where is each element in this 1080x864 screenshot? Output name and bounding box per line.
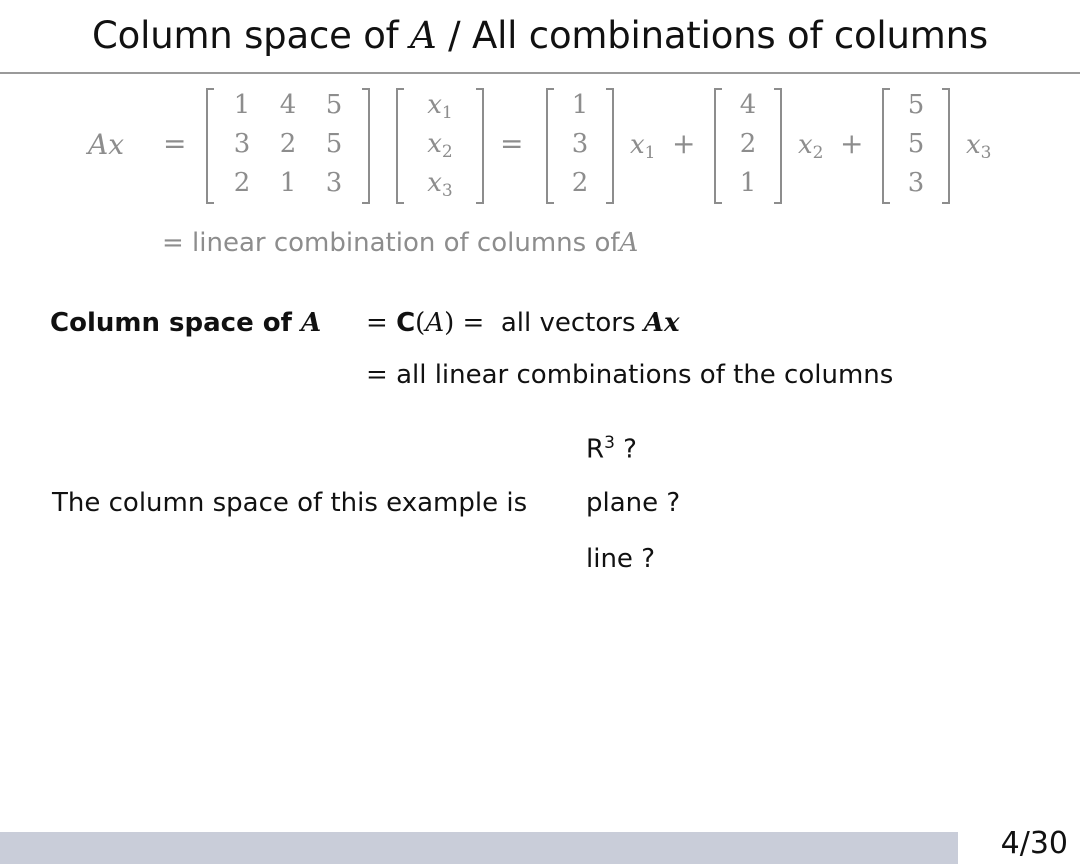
note-variable: A <box>619 228 639 258</box>
column-entry: 1 <box>571 90 589 120</box>
definition-label-variable: A <box>300 308 322 338</box>
left-bracket <box>396 88 404 204</box>
slide-title <box>0 14 1080 57</box>
matrix-cell: 3 <box>233 129 251 159</box>
option-r3 <box>586 433 637 465</box>
vector-entry: $x_3$ <box>427 168 453 201</box>
matrix-A <box>206 88 370 204</box>
option-r3-exponent: 3 <box>604 433 615 453</box>
matrix-cell: 4 <box>279 90 297 120</box>
title-variable: A <box>410 14 437 57</box>
option-plane <box>586 488 680 518</box>
vector-x <box>396 88 484 204</box>
option-plane-mark: ? <box>666 488 681 518</box>
column-space-symbol: C <box>396 308 416 338</box>
left-bracket <box>546 88 554 204</box>
definition-line-2-text: all linear combinations of the columns <box>396 360 894 390</box>
definition-line-1-text: all vectors <box>500 308 636 338</box>
matrix-cell: 3 <box>325 168 343 198</box>
matrix-cell: 2 <box>233 168 251 198</box>
option-line-text: line <box>586 544 633 574</box>
column-space-argument: (A) <box>415 308 455 338</box>
column-vector-1 <box>546 88 614 204</box>
definition-line-2: = all linear combinations of the columns <box>366 360 894 390</box>
option-r3-text: R <box>586 434 605 465</box>
left-bracket <box>714 88 722 204</box>
definition-label <box>50 308 321 338</box>
right-bracket <box>476 88 484 204</box>
definition-label-text: Column space of <box>50 308 292 338</box>
vector-entry: $x_2$ <box>427 129 453 162</box>
column-entry: 5 <box>907 129 925 159</box>
equation-lhs: Ax <box>88 128 125 161</box>
column-entry: 1 <box>739 168 757 198</box>
option-plane-text: plane <box>586 488 659 518</box>
option-r3-mark: ? <box>623 434 637 465</box>
column-entry: 3 <box>571 129 589 159</box>
column-entry: 2 <box>571 168 589 198</box>
option-line <box>586 544 655 574</box>
column-entry: 3 <box>907 168 925 198</box>
equals-sign-2: = <box>500 127 524 160</box>
coefficient: $x_1$ <box>630 130 656 163</box>
vector-entry: $x_1$ <box>427 90 453 123</box>
matrix-cell: 5 <box>325 90 343 120</box>
column-space-argument-var: A <box>425 308 445 338</box>
title-text-end: / All combinations of columns <box>436 14 988 57</box>
matrix-cell: 1 <box>233 90 251 120</box>
title-divider <box>0 72 1080 74</box>
column-entry: 5 <box>907 90 925 120</box>
equals-sign-1: = <box>163 127 187 160</box>
matrix-cell: 5 <box>325 129 343 159</box>
plus-sign: + <box>672 127 696 160</box>
definition-line-1-variable: Ax <box>643 308 680 338</box>
linear-combination-note <box>162 228 638 258</box>
column-entry: 2 <box>739 129 757 159</box>
title-text-start: Column space of <box>92 14 411 57</box>
right-bracket <box>606 88 614 204</box>
matrix-cell: 2 <box>279 129 297 159</box>
column-vector-2 <box>714 88 782 204</box>
coefficient: $x_2$ <box>798 130 824 163</box>
left-bracket <box>206 88 214 204</box>
option-line-mark: ? <box>641 544 655 574</box>
page-number: 4/30 <box>1000 826 1068 861</box>
column-entry: 4 <box>739 90 757 120</box>
column-vector-3 <box>882 88 950 204</box>
plus-sign: + <box>840 127 864 160</box>
right-bracket <box>942 88 950 204</box>
left-bracket <box>882 88 890 204</box>
matrix-cell: 1 <box>279 168 297 198</box>
right-bracket <box>774 88 782 204</box>
definition-line-1: = C(A) = all vectors Ax <box>366 308 680 338</box>
footer-bar <box>0 832 958 864</box>
question-prompt: The column space of this example is <box>52 488 528 518</box>
note-text: = linear combination of columns of <box>162 228 620 258</box>
coefficient: $x_3$ <box>966 130 992 163</box>
right-bracket <box>362 88 370 204</box>
